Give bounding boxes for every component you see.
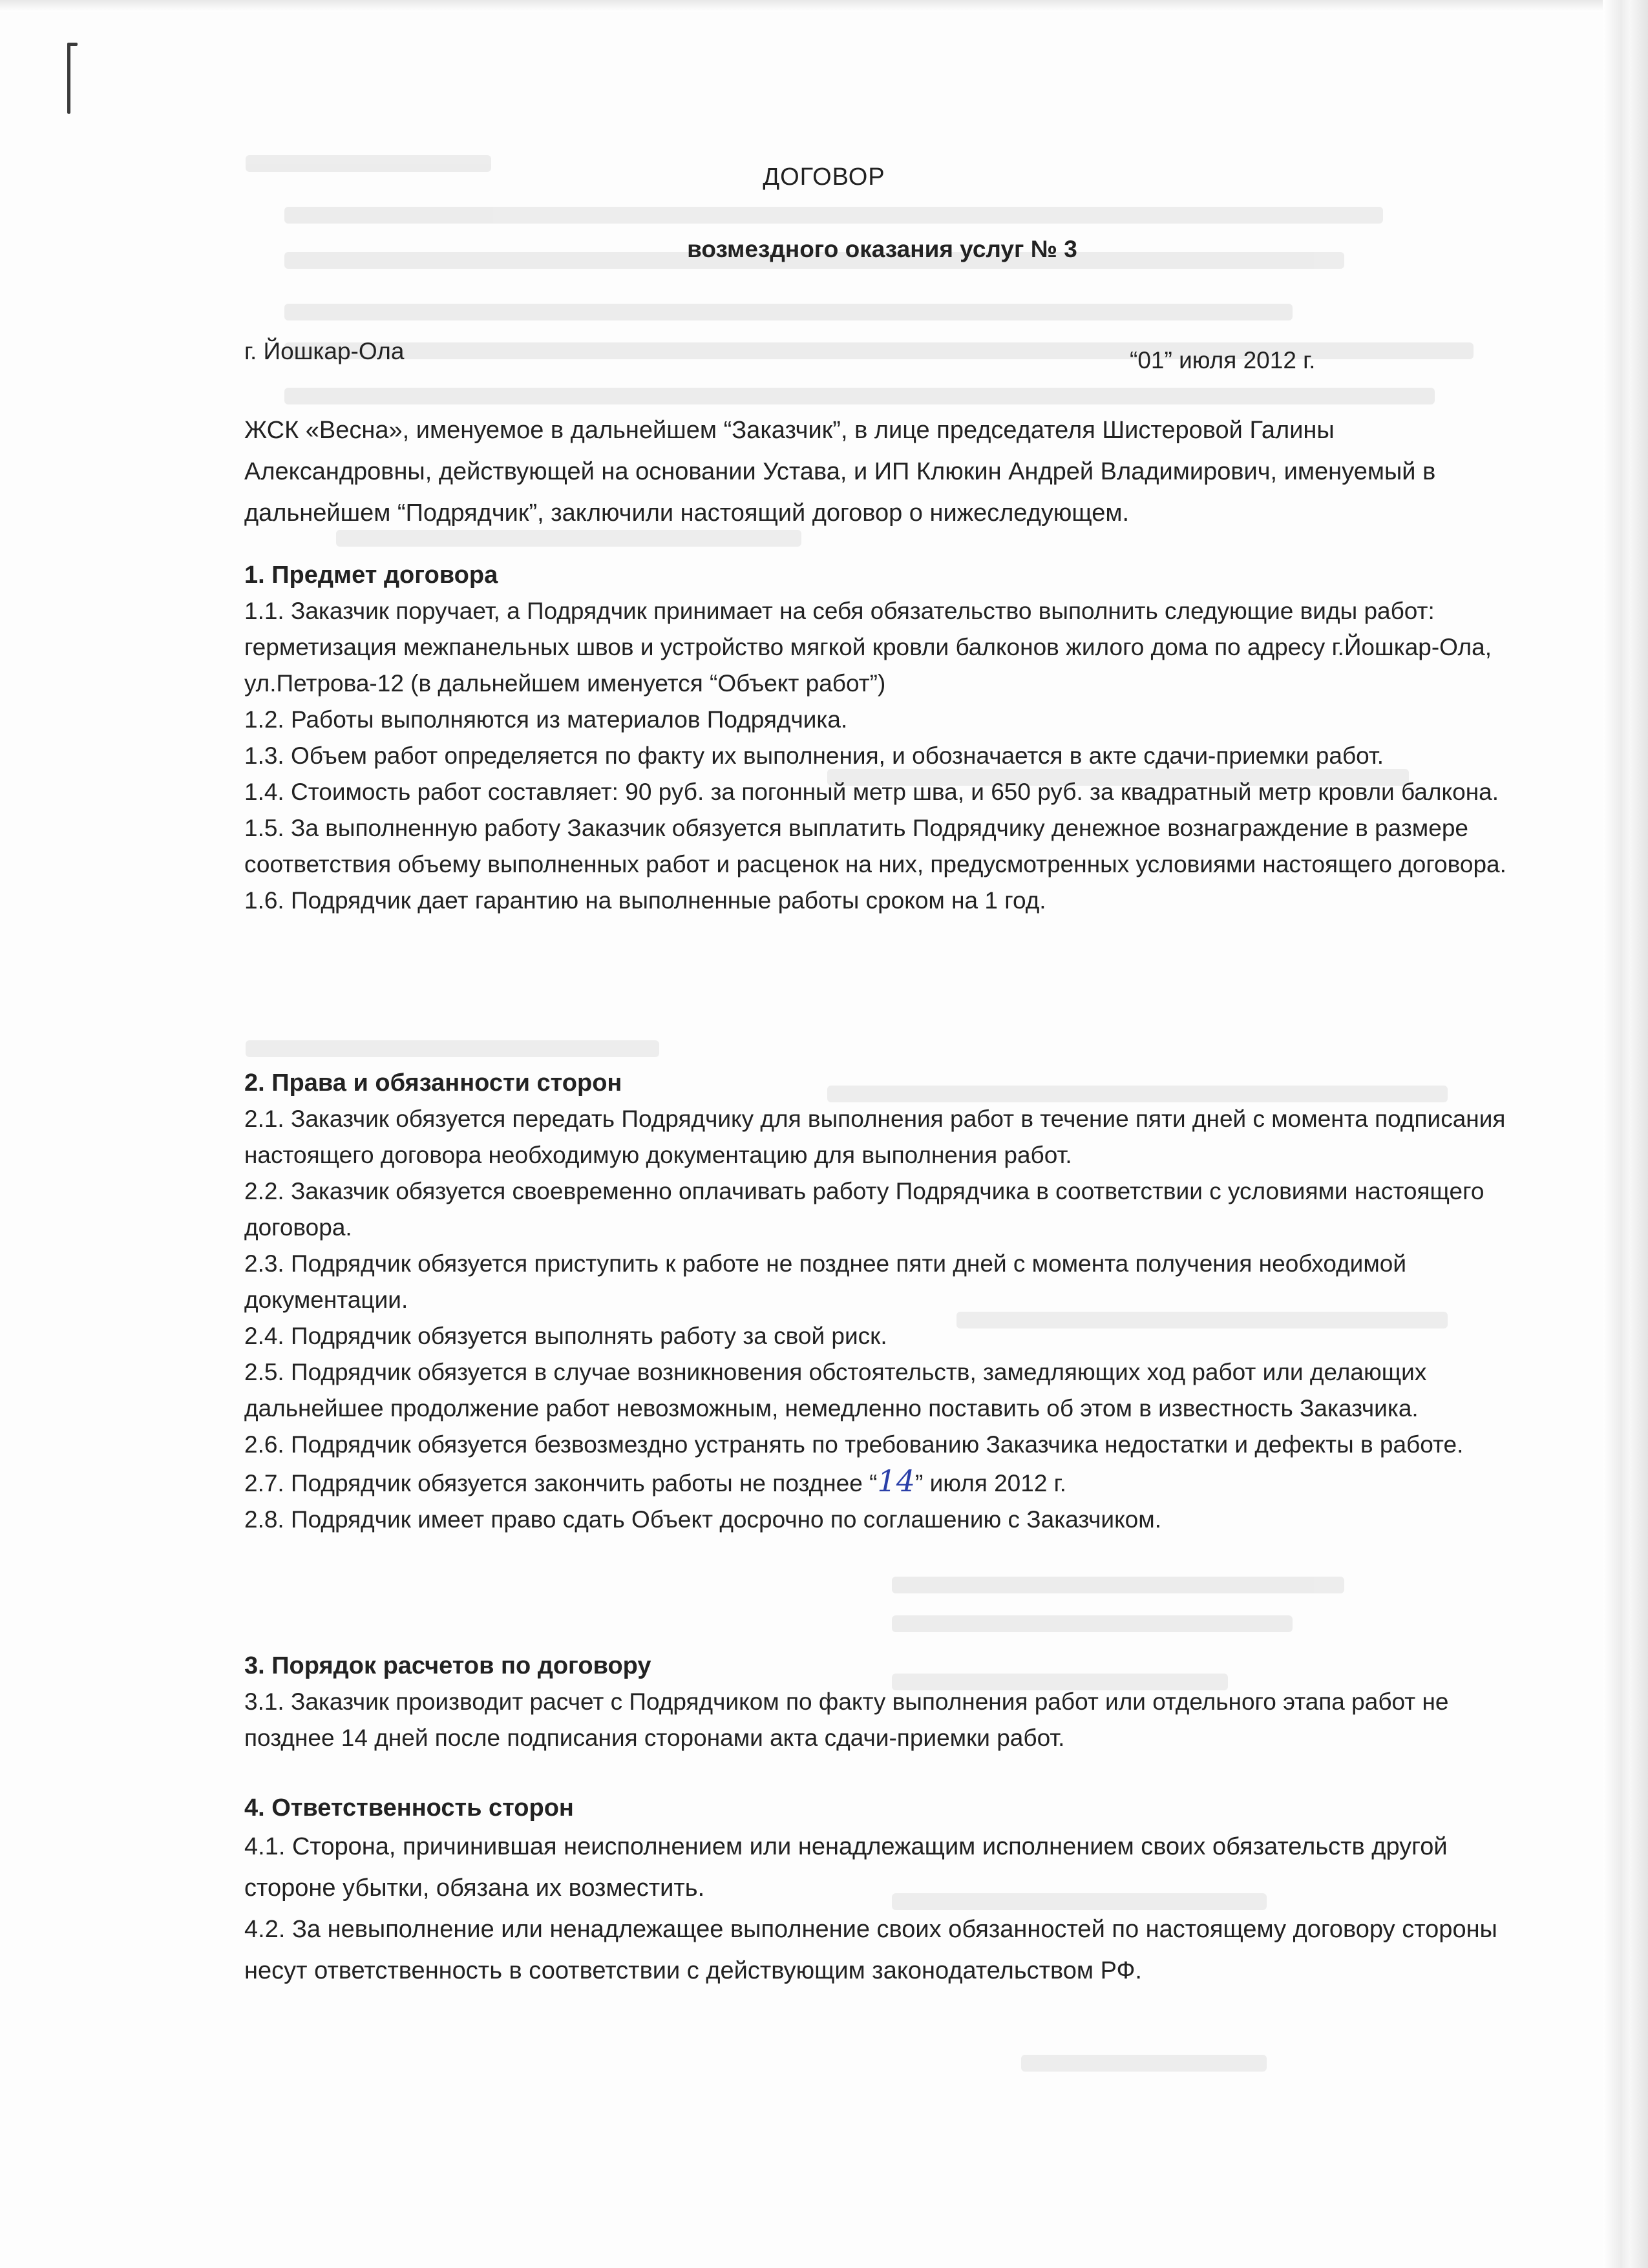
clause-2-1: 2.1. Заказчик обязуется передать Подрядчику для выполнения работ в течение пяти дней с момента подписания настоящего договора необходимую документацию для выполнения работ. [244, 1106, 1506, 1168]
section-heading: 1. Предмет договора [244, 562, 498, 589]
clause-2-3: 2.3. Подрядчик обязуется приступить к работе не позднее пяти дней с момента получения необходимой документации. [244, 1250, 1407, 1313]
clause-1-1: 1.1. Заказчик поручает, а Подрядчик принимает на себя обязательство выполнить следующие виды работ: герметизация межпанельных швов и устройство мягкой кровли балконов жилого дома по адресу г.Йошкар-Ола, ул.Петрова-12 (в дальнейшем именуется “Объект работ”) [244, 598, 1492, 697]
document-title: ДОГОВОР [763, 163, 885, 191]
clause-1-2: 1.2. Работы выполняются из материалов Подрядчика. [244, 706, 848, 733]
clause-2-5: 2.5. Подрядчик обязуется в случае возникновения обстоятельств, замедляющих ход работ или делающих дальнейшее продолжение работ невозможным, немедленно поставить об этом в известность Заказчика. [244, 1359, 1427, 1422]
clause-2-4: 2.4. Подрядчик обязуется выполнять работу за свой риск. [244, 1323, 887, 1349]
clause-2-7-before: 2.7. Подрядчик обязуется закончить работы не позднее “ [244, 1470, 878, 1496]
clause-2-8: 2.8. Подрядчик имеет право сдать Объект досрочно по соглашению с Заказчиком. [244, 1506, 1161, 1533]
section-subject [244, 557, 1511, 919]
clause-2-7 [244, 1463, 1511, 1502]
section-liability [244, 1790, 1511, 1991]
section-heading: 3. Порядок расчетов по договору [244, 1652, 651, 1679]
section-heading: 2. Права и обязанности сторон [244, 1069, 622, 1097]
section-payment [244, 1648, 1511, 1756]
clause-1-3: 1.3. Объем работ определяется по факту их выполнения, и обозначается в акте сдачи-приемки работ. [244, 742, 1384, 769]
clause-4-1: 4.1. Сторона, причинившая неисполнением или ненадлежащим исполнением своих обязательств другой стороне убытки, обязана их возместить. [244, 1833, 1448, 1902]
section-heading: 4. Ответственность сторон [244, 1794, 574, 1822]
section-rights-obligations [244, 1065, 1511, 1538]
clause-2-7-after: ” июля 2012 г. [914, 1470, 1066, 1496]
document-subtitle: возмездного оказания услуг № 3 [687, 236, 1077, 262]
handwritten-day: 14 [877, 1464, 915, 1498]
clause-1-4: 1.4. Стоимость работ составляет: 90 руб. за погонный метр шва, и 650 руб. за квадратный метр кровли балкона. [244, 779, 1499, 805]
clause-2-2: 2.2. Заказчик обязуется своевременно оплачивать работу Подрядчика в соответствии с условиями настоящего договора. [244, 1178, 1484, 1241]
clause-3-1: 3.1. Заказчик производит расчет с Подрядчиком по факту выполнения работ или отдельного этапа работ не позднее 14 дней после подписания сторонами акта сдачи-приемки работ. [244, 1688, 1449, 1751]
clause-1-5: 1.5. За выполненную работу Заказчик обязуется выплатить Подрядчику денежное вознаграждение в размере соответствия объему выполненных работ и расценок на них, предусмотренных условиями настоящего договора. [244, 815, 1506, 877]
clause-2-6: 2.6. Подрядчик обязуется безвозмездно устранять по требованию Заказчика недостатки и дефекты в работе. [244, 1431, 1464, 1458]
document-date: “01” июля 2012 г. [1130, 347, 1316, 373]
clause-4-2: 4.2. За невыполнение или ненадлежащее выполнение своих обязанностей по настоящему договору стороны несут ответственность в соответствии с действующим законодательством РФ. [244, 1916, 1497, 1984]
clause-1-6: 1.6. Подрядчик дает гарантию на выполненные работы сроком на 1 год. [244, 887, 1046, 914]
document-preamble: ЖСК «Весна», именуемое в дальнейшем “Заказчик”, в лице председателя Шистеровой Галины Александровны, действующей на основании Устава, и ИП Клюкин Андрей Владимирович, именуемый в дальнейшем “Подрядчик”, заключили настоящий договор о нижеследующем. [244, 417, 1436, 527]
document-place: г. Йошкар-Ола [244, 338, 405, 364]
